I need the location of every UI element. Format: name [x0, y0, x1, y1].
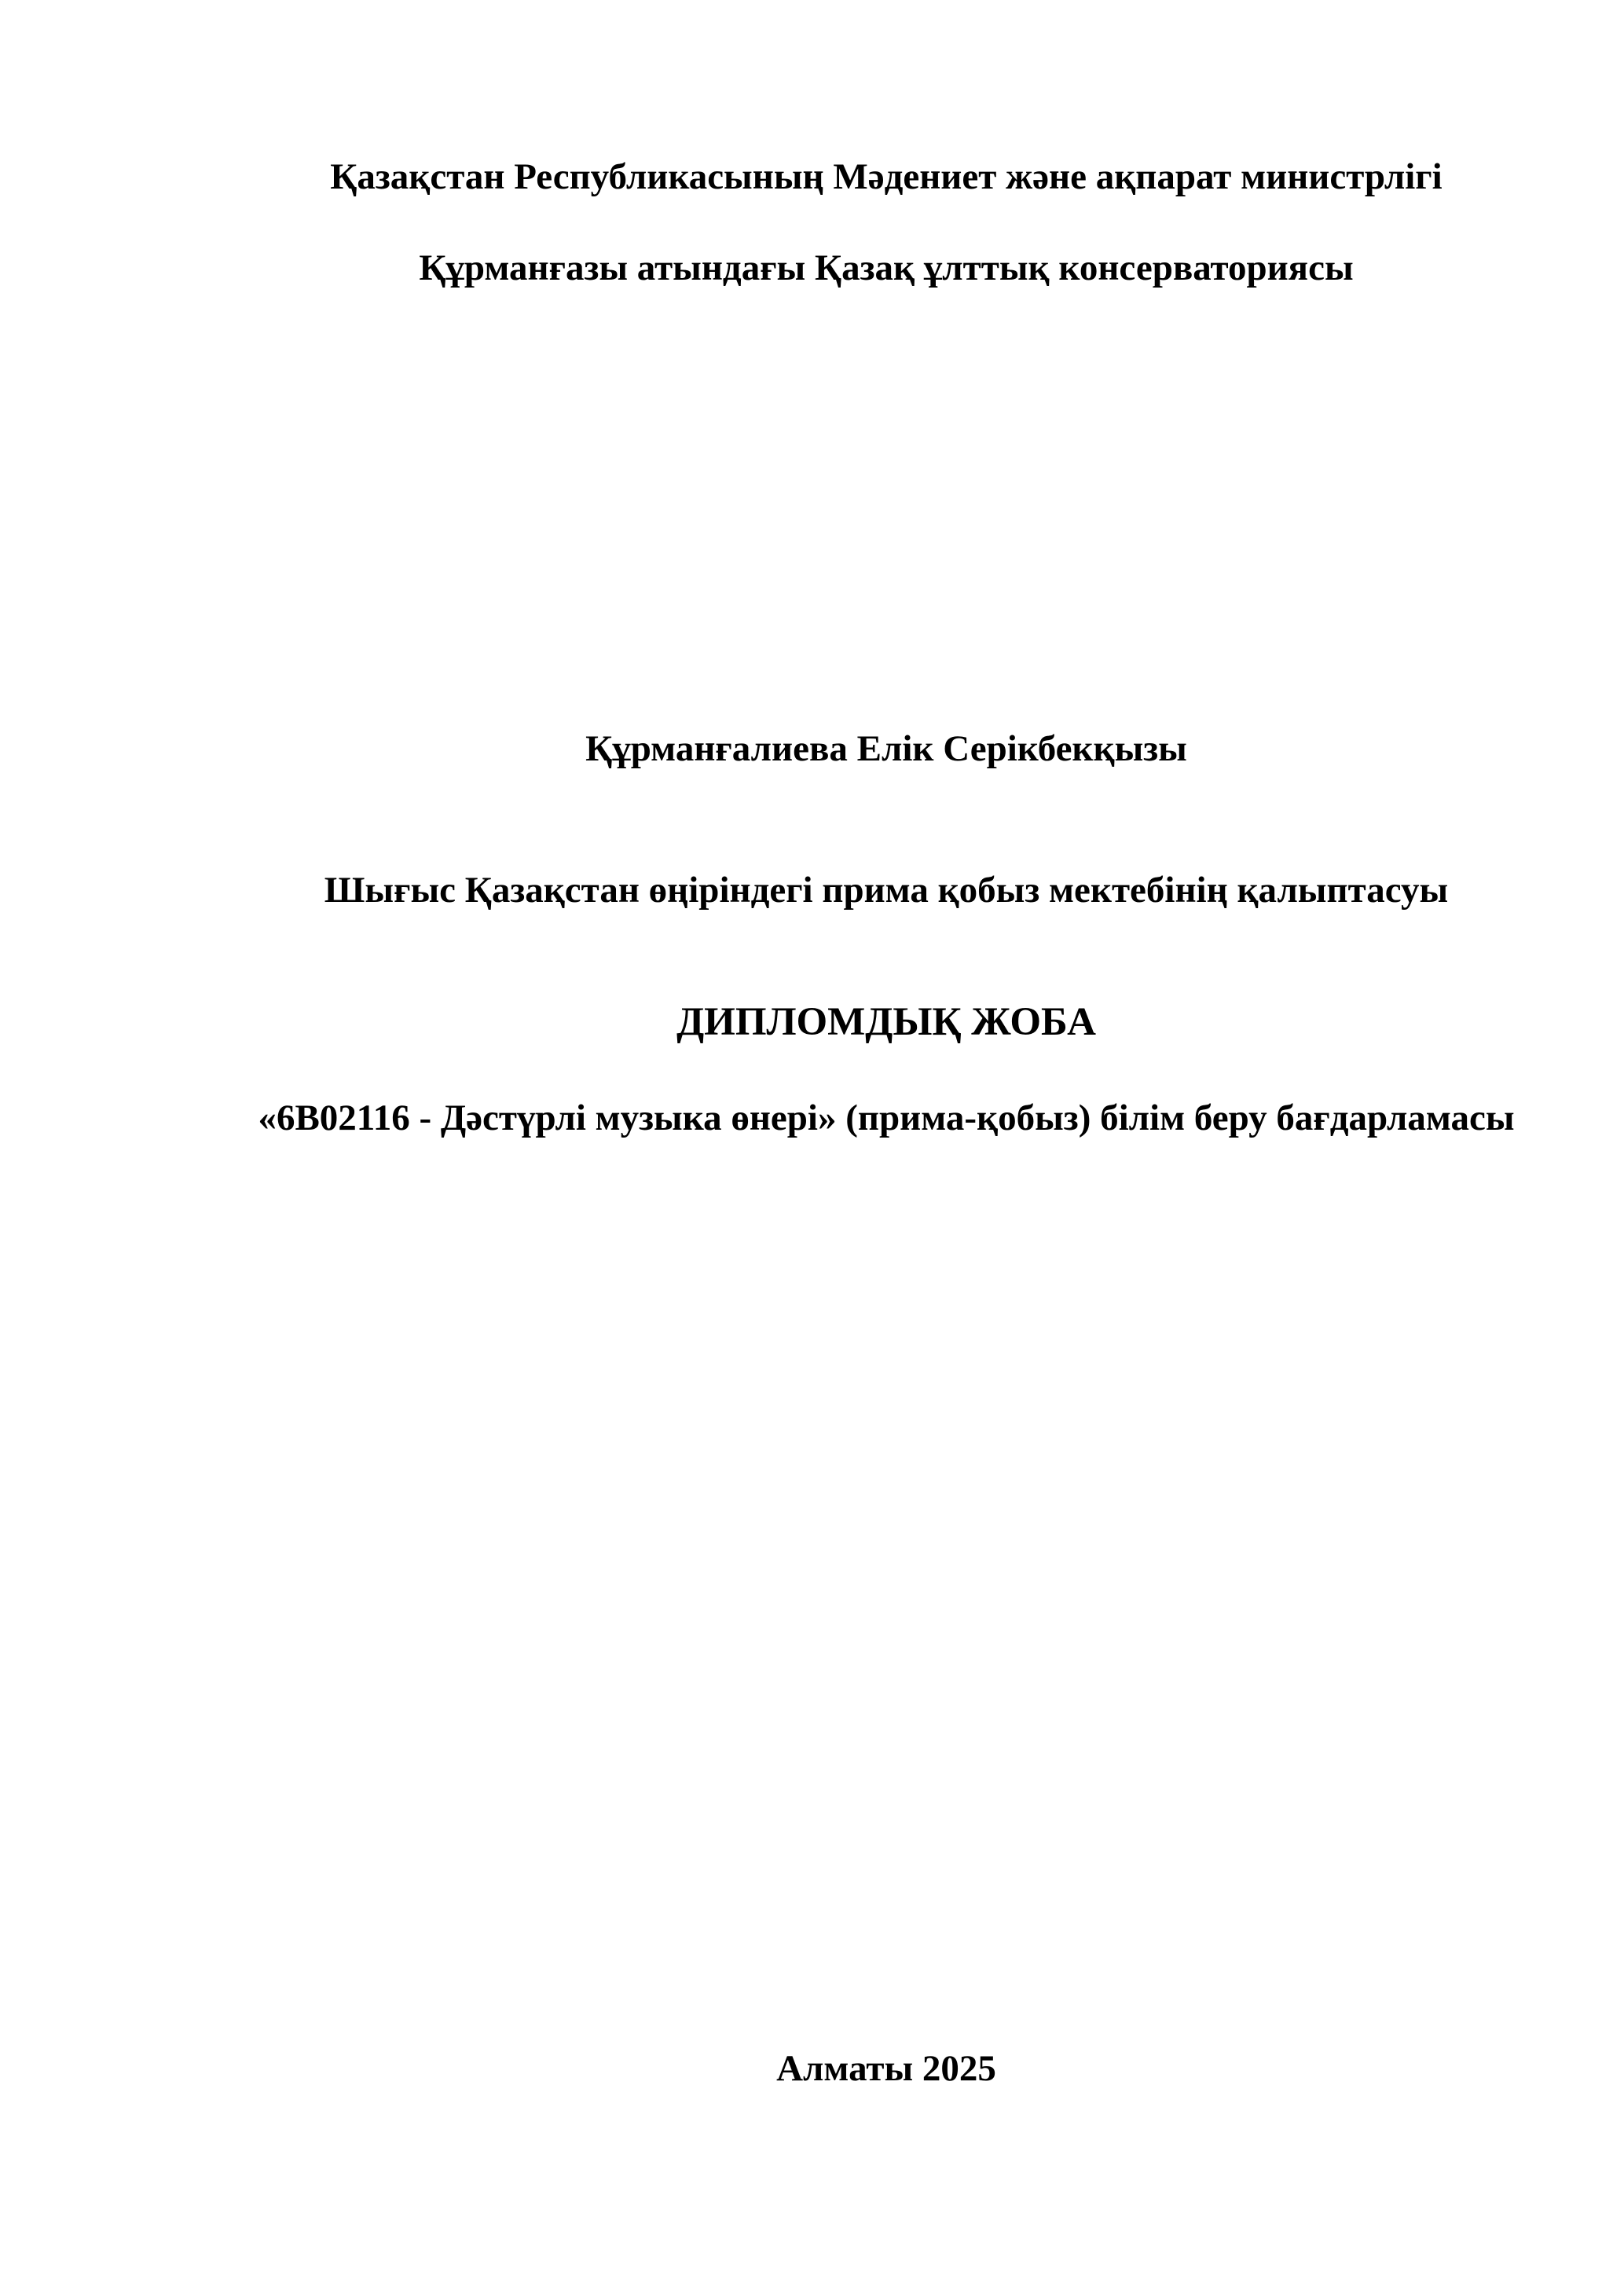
thesis-title: Шығыс Қазақстан өңіріндегі прима қобыз мектебінің қалыптасуы [324, 870, 1449, 911]
education-program: «6B02116 - Дәстүрлі музыка өнері» (прима-қобыз) білім беру бағдарламасы [258, 1098, 1515, 1138]
document-type: ДИПЛОМДЫҚ ЖОБА [676, 1000, 1096, 1044]
ministry-heading: Қазақстан Республикасының Мәдениет және ақпарат министрлігі [330, 156, 1443, 197]
author-name: Құрманғалиева Елік Серікбекқызы [585, 728, 1187, 769]
city-year: Алматы 2025 [776, 2048, 996, 2089]
institution-heading: Құрманғазы атындағы Қазақ ұлттық консерваториясы [419, 247, 1354, 288]
